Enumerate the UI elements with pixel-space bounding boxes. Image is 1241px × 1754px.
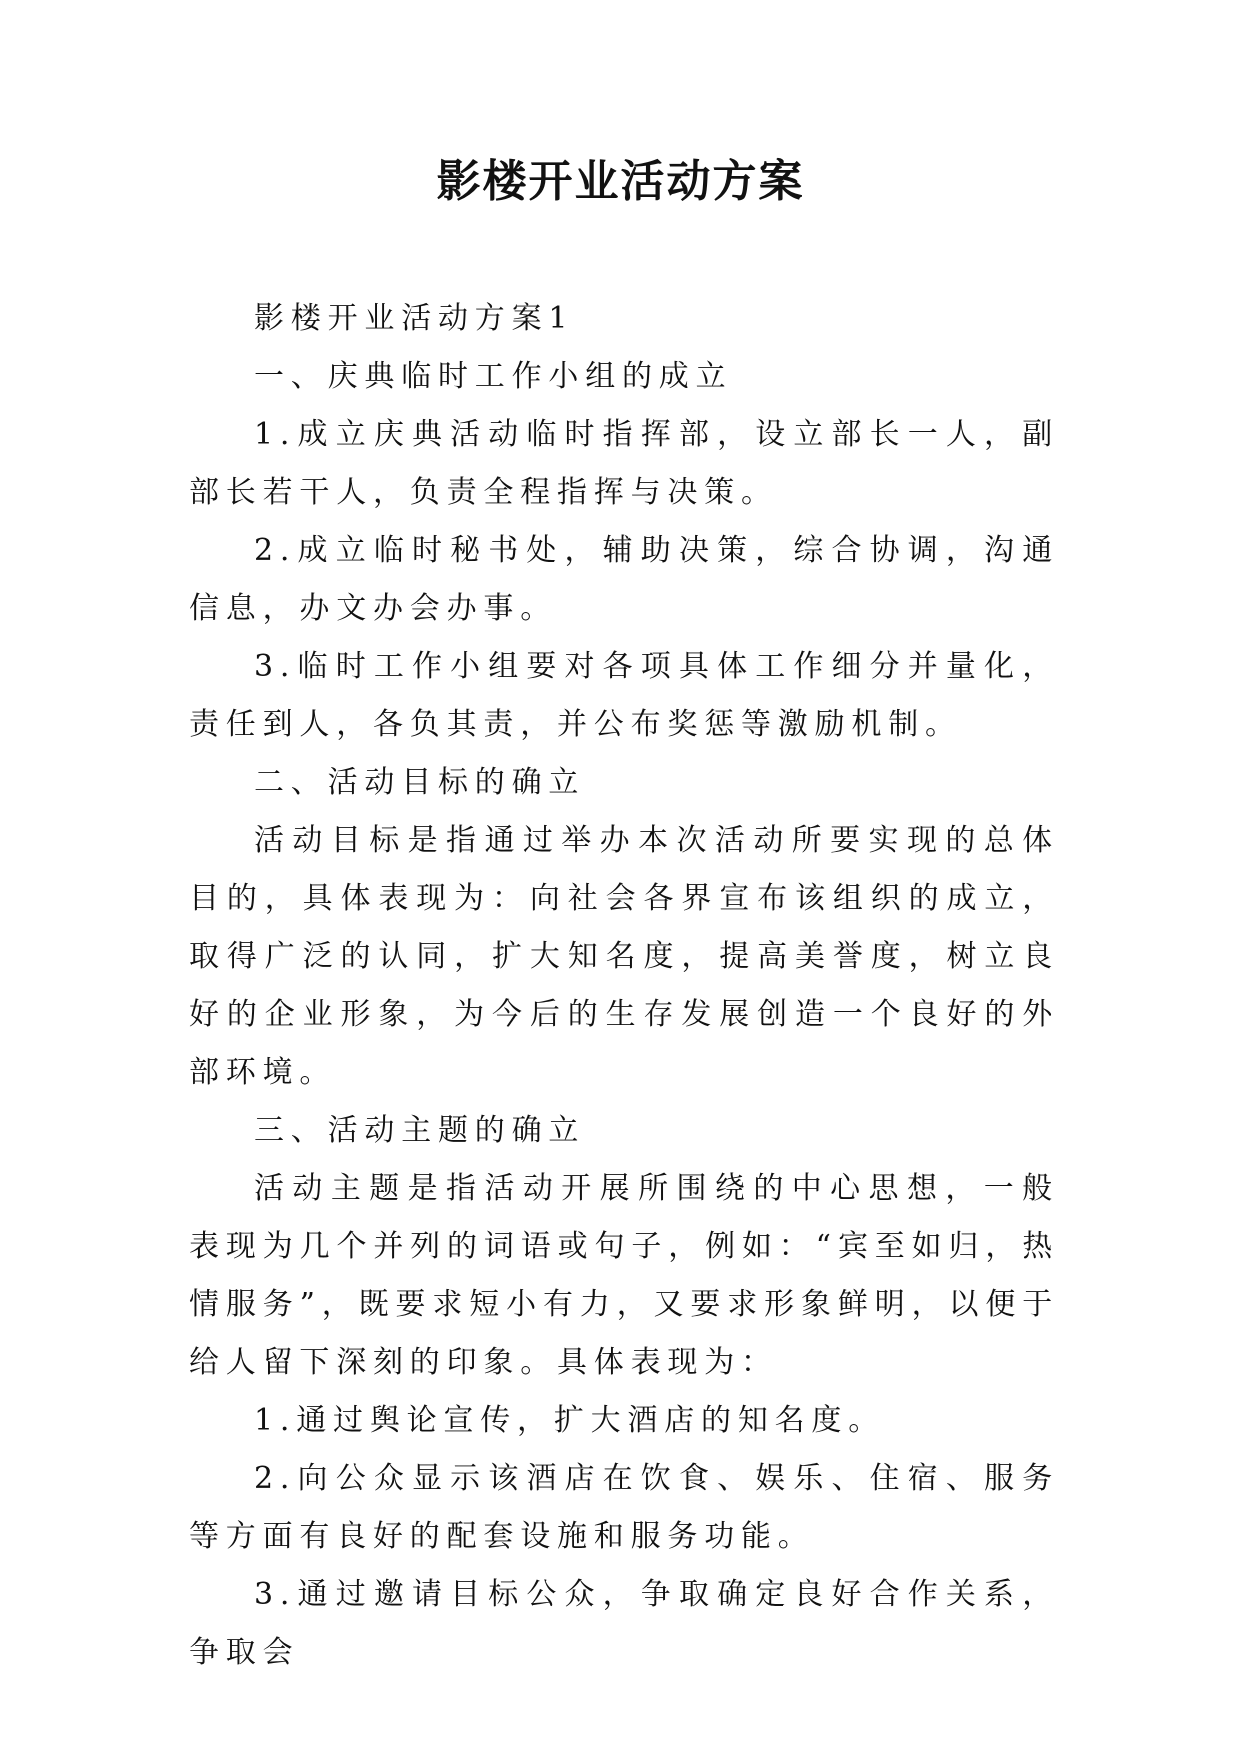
paragraph: 1.成立庆典活动临时指挥部，设立部长一人，副部长若干人，负责全程指挥与决策。 <box>189 417 1059 510</box>
section-heading: 三、活动主题的确立 <box>254 1113 586 1148</box>
section-heading: 一、庆典临时工作小组的成立 <box>254 359 733 394</box>
paragraph: 3.通过邀请目标公众，争取确定良好合作关系，争取会 <box>189 1577 1059 1670</box>
paragraph: 3.临时工作小组要对各项具体工作细分并量化，责任到人，各负其责，并公布奖惩等激励机制。 <box>189 649 1059 742</box>
document-title: 影楼开业活动方案 <box>436 156 805 207</box>
paragraph: 2.成立临时秘书处，辅助决策，综合协调，沟通信息，办文办会办事。 <box>189 533 1059 626</box>
paragraph: 活动目标是指通过举办本次活动所要实现的总体目的，具体表现为：向社会各界宣布该组织的成立，取得广泛的认同，扩大知名度，提高美誉度，树立良好的企业形象，为今后的生存发展创造一个良好的外部环境。 <box>189 823 1059 1090</box>
paragraph: 1.通过舆论宣传，扩大酒店的知名度。 <box>254 1403 886 1438</box>
section-heading: 二、活动目标的确立 <box>254 765 586 800</box>
paragraph: 2.向公众显示该酒店在饮食、娱乐、住宿、服务等方面有良好的配套设施和服务功能。 <box>189 1461 1059 1554</box>
paragraph: 活动主题是指活动开展所围绕的中心思想，一般表现为几个并列的词语或句子，例如：“宾至如归，热情服务”，既要求短小有力，又要求形象鲜明，以便于给人留下深刻的印象。具体表现为： <box>189 1171 1059 1380</box>
section-heading: 影楼开业活动方案1 <box>254 301 575 336</box>
document-body <box>189 290 1059 1682</box>
